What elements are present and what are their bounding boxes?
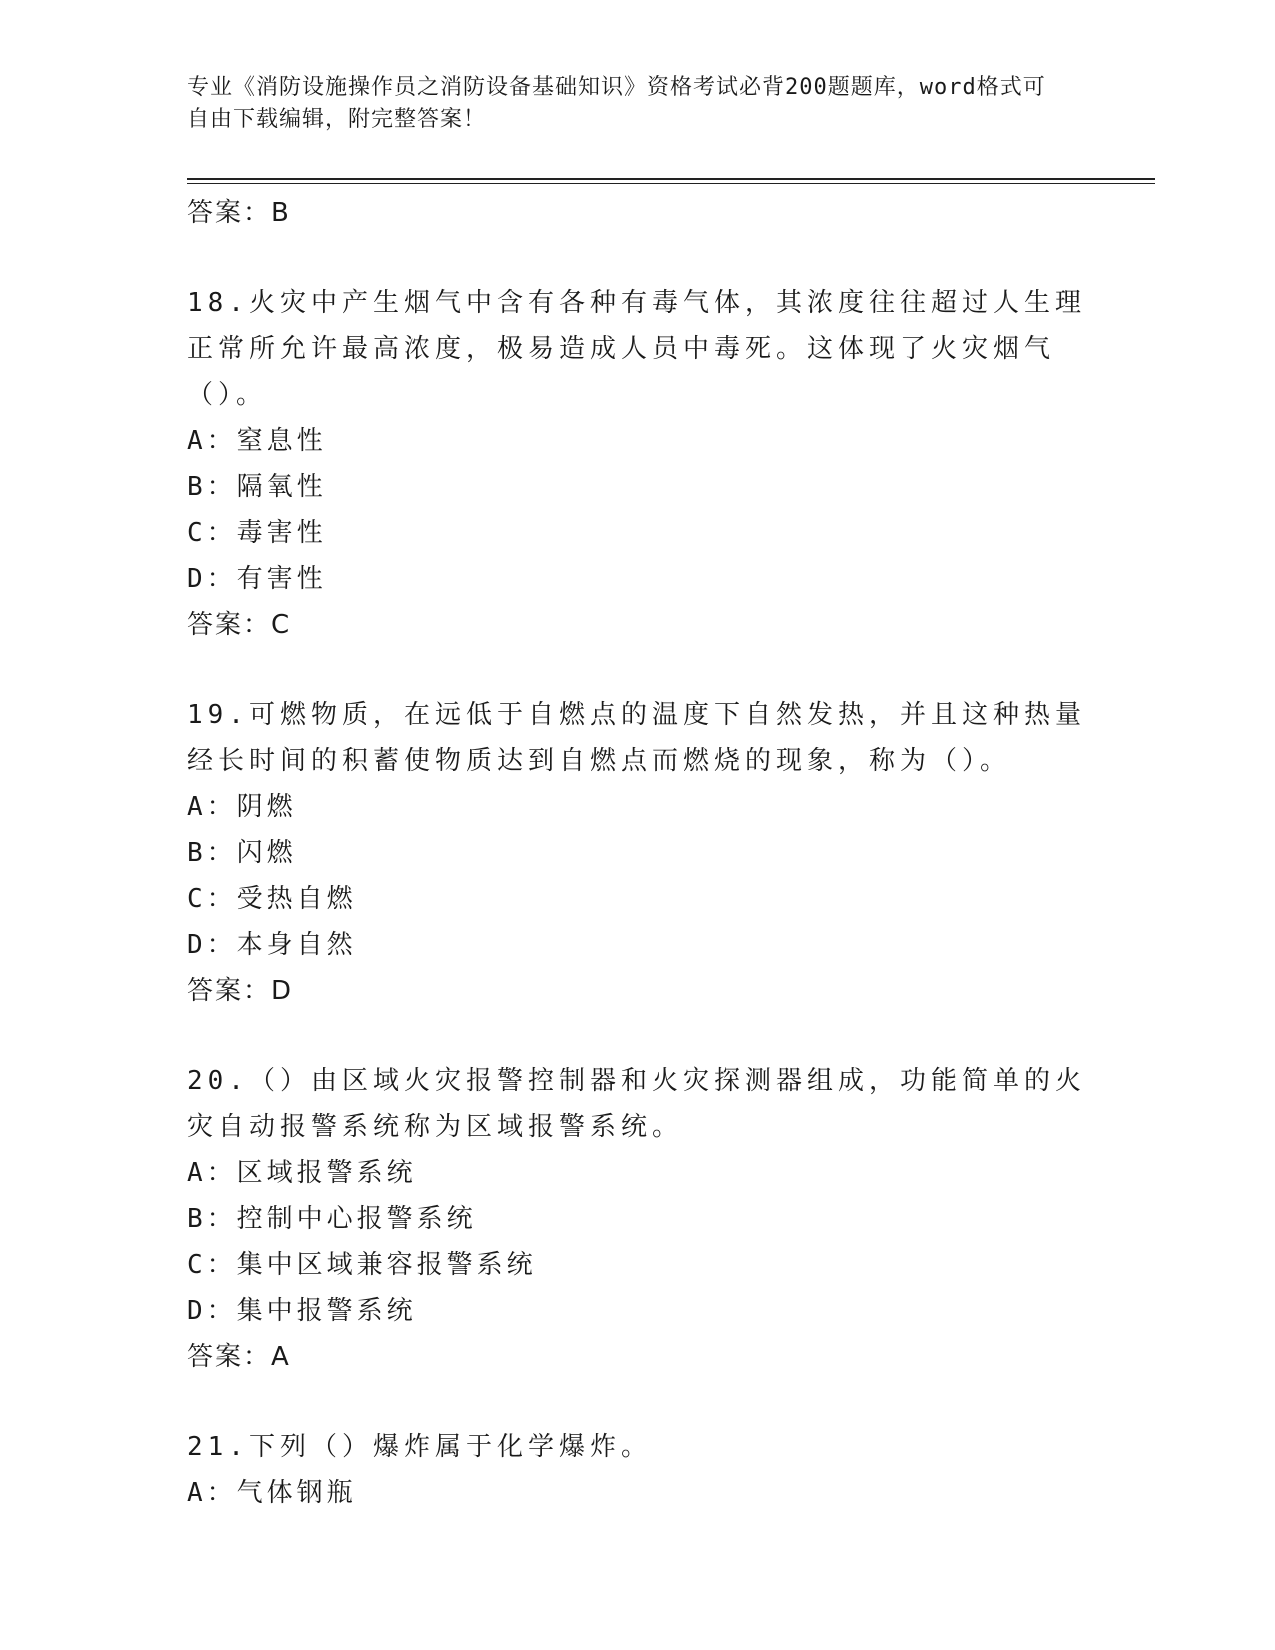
question-stem: 18.火灾中产生烟气中含有各种有毒气体，其浓度往往超过人生理正常所允许最高浓度，极易造成人员中毒死。这体现了火灾烟气（）。: [187, 288, 1086, 410]
previous-answer: 答案：B: [187, 198, 291, 228]
option-d: D：集中报警系统: [187, 1296, 417, 1326]
header-divider: [187, 178, 1155, 184]
option-d: D：有害性: [187, 564, 327, 594]
option-a: A：区域报警系统: [187, 1158, 417, 1188]
option-d: D：本身自然: [187, 930, 357, 960]
question-stem: 21.下列（）爆炸属于化学爆炸。: [187, 1432, 652, 1462]
option-b: B：控制中心报警系统: [187, 1204, 477, 1234]
answer: 答案：A: [187, 1342, 291, 1372]
answer: 答案：C: [187, 610, 292, 640]
question-20: [187, 1058, 1087, 1380]
document-body: [187, 190, 1087, 1516]
document-header: 专业《消防设施操作员之消防设备基础知识》资格考试必背200题题库，word格式可自由下载编辑，附完整答案！: [187, 75, 1046, 132]
option-a: A：气体钢瓶: [187, 1478, 357, 1508]
question-stem: 19.可燃物质，在远低于自燃点的温度下自然发热，并且这种热量经长时间的积蓄使物质达到自燃点而燃烧的现象，称为（）。: [187, 700, 1086, 776]
option-a: A：窒息性: [187, 426, 327, 456]
option-a: A：阴燃: [187, 792, 297, 822]
option-b: B：隔氧性: [187, 472, 327, 502]
option-c: C：集中区域兼容报警系统: [187, 1250, 537, 1280]
question-21: [187, 1424, 1087, 1516]
question-18: [187, 280, 1087, 648]
option-c: C：毒害性: [187, 518, 327, 548]
question-19: [187, 692, 1087, 1014]
option-c: C：受热自燃: [187, 884, 357, 914]
answer: 答案：D: [187, 976, 294, 1006]
question-stem: 20.（）由区域火灾报警控制器和火灾探测器组成，功能简单的火灾自动报警系统称为区域报警系统。: [187, 1066, 1086, 1142]
option-b: B：闪燃: [187, 838, 297, 868]
